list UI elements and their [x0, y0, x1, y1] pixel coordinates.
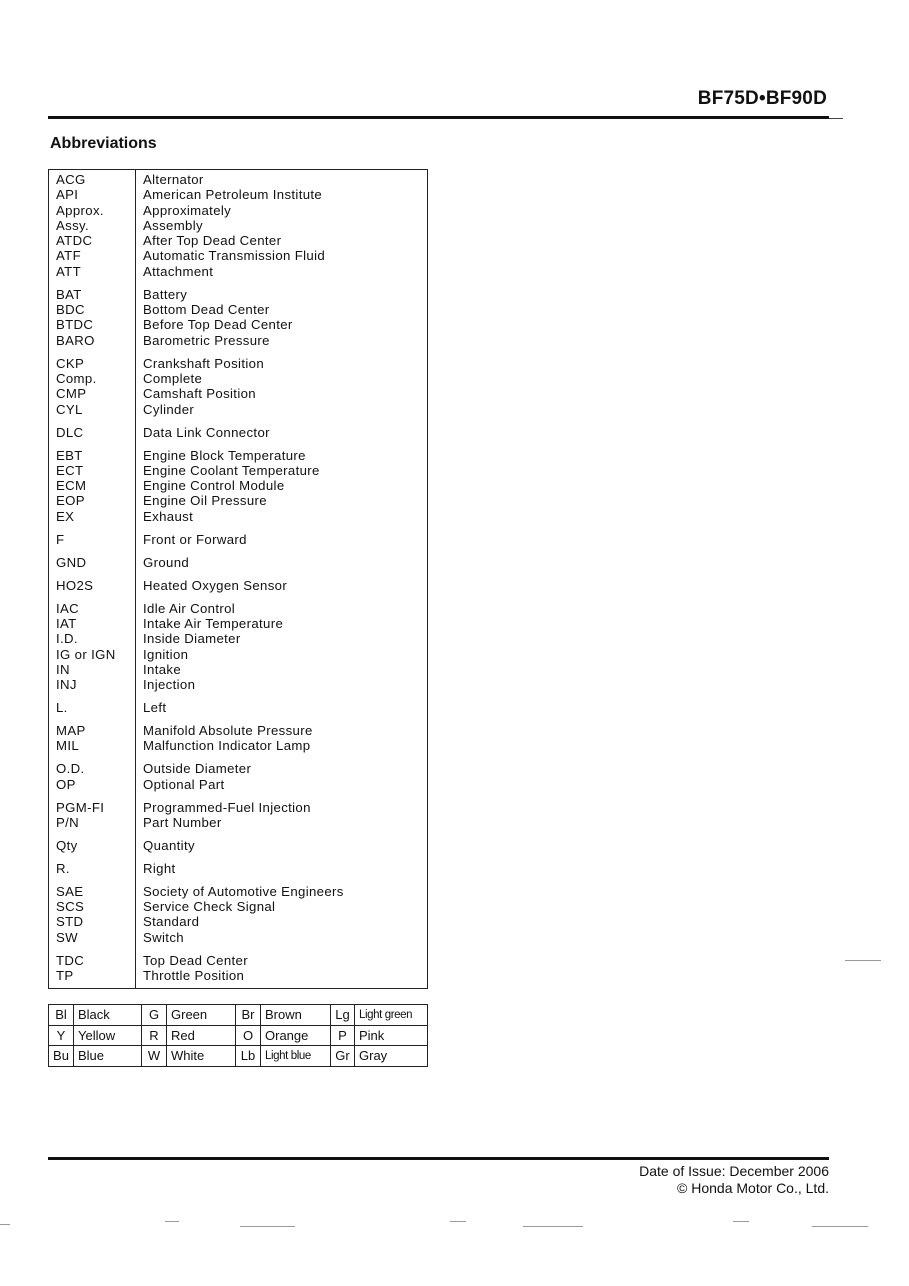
abbreviation-code: HO2S [56, 577, 94, 593]
abbreviation-code: GND [56, 554, 87, 570]
abbreviation-meaning: Complete [143, 370, 203, 386]
abbreviation-code: ATDC [56, 233, 93, 249]
abbreviation-meaning: Idle Air Control [143, 600, 236, 616]
copyright: © Honda Motor Co., Ltd. [677, 1180, 829, 1196]
abbreviation-meaning: Before Top Dead Center [143, 317, 293, 333]
scan-speck [523, 1226, 583, 1227]
color-name: Light green [355, 1005, 428, 1026]
scan-speck [450, 1221, 466, 1222]
abbreviation-meaning: Approximately [143, 202, 232, 218]
color-code: Y [49, 1025, 74, 1046]
abbreviation-row [56, 463, 426, 478]
abbreviation-group [56, 425, 426, 440]
abbreviation-row [56, 203, 426, 218]
abbreviation-row [56, 386, 426, 401]
abbreviation-code: ATF [56, 248, 81, 264]
abbreviation-row [56, 616, 426, 631]
color-code: R [142, 1025, 167, 1046]
color-name: Orange [261, 1025, 331, 1046]
abbreviation-code: MIL [56, 738, 80, 754]
abbreviation-row [56, 264, 426, 279]
abbreviation-row [56, 555, 426, 570]
abbreviation-row [56, 448, 426, 463]
abbreviation-group [56, 172, 426, 279]
color-name: Yellow [74, 1025, 142, 1046]
abbreviation-code: PGM-FI [56, 799, 105, 815]
abbreviation-group [56, 800, 426, 831]
abbreviation-code: EOP [56, 493, 85, 509]
abbreviation-code: IAT [56, 615, 77, 631]
abbreviation-code: IN [56, 661, 70, 677]
abbreviation-meaning: Engine Coolant Temperature [143, 462, 320, 478]
abbreviation-code: R. [56, 860, 70, 876]
abbreviation-row [56, 968, 426, 983]
abbreviation-row [56, 838, 426, 853]
abbreviation-code: API [56, 187, 79, 203]
abbreviation-code: Comp. [56, 370, 97, 386]
abbreviation-code: IAC [56, 600, 80, 616]
abbreviation-row [56, 677, 426, 692]
wire-color-code-table [48, 1004, 428, 1067]
header-rule [48, 116, 829, 119]
abbreviation-meaning: Engine Control Module [143, 478, 285, 494]
abbreviation-row [56, 218, 426, 233]
abbreviation-code: Assy. [56, 217, 90, 233]
color-name: Light blue [261, 1046, 331, 1067]
abbreviation-code: L. [56, 700, 68, 716]
scan-speck [240, 1226, 295, 1227]
abbreviation-meaning: Injection [143, 677, 196, 693]
abbreviation-code: SCS [56, 899, 85, 915]
abbreviation-row [56, 815, 426, 830]
color-name: Gray [355, 1046, 428, 1067]
abbreviation-meaning: Manifold Absolute Pressure [143, 723, 313, 739]
scan-speck [845, 960, 881, 961]
abbreviation-group [56, 884, 426, 945]
abbreviation-row [56, 723, 426, 738]
abbreviation-meaning: Top Dead Center [143, 952, 248, 968]
abbreviation-row [56, 302, 426, 317]
abbreviation-group [56, 700, 426, 715]
abbreviation-meaning: Society of Automotive Engineers [143, 883, 344, 899]
abbreviation-row [56, 647, 426, 662]
abbreviation-row [56, 478, 426, 493]
abbreviation-row [56, 930, 426, 945]
abbreviation-code: CKP [56, 355, 85, 371]
abbreviation-meaning: Battery [143, 286, 188, 302]
abbreviation-row [56, 187, 426, 202]
color-name: Green [167, 1005, 236, 1026]
color-code: Bl [49, 1005, 74, 1026]
color-code: Lg [331, 1005, 355, 1026]
abbreviation-row [56, 884, 426, 899]
abbreviation-meaning: Alternator [143, 172, 204, 187]
abbreviation-meaning: Standard [143, 914, 200, 930]
abbreviation-group [56, 356, 426, 417]
abbreviation-meaning: Switch [143, 929, 184, 945]
color-code: W [142, 1046, 167, 1067]
abbreviation-meaning: Automatic Transmission Fluid [143, 248, 326, 264]
abbreviation-meaning: Data Link Connector [143, 424, 270, 440]
section-title: Abbreviations [50, 135, 157, 152]
abbreviation-meaning: Heated Oxygen Sensor [143, 577, 288, 593]
abbreviation-code: EX [56, 508, 75, 524]
abbreviation-meaning: Intake [143, 661, 182, 677]
abbreviation-row [56, 861, 426, 876]
abbreviation-code: OP [56, 776, 76, 792]
abbreviation-meaning: Service Check Signal [143, 899, 276, 915]
scan-speck [812, 1226, 868, 1227]
abbreviation-meaning: Quantity [143, 837, 195, 853]
scan-speck [0, 1224, 10, 1225]
color-code-row [49, 1046, 428, 1067]
abbreviation-code: TDC [56, 952, 85, 968]
abbreviation-row [56, 248, 426, 263]
abbreviation-meaning: Assembly [143, 217, 203, 233]
abbreviation-meaning: Engine Block Temperature [143, 447, 306, 463]
abbreviation-row [56, 953, 426, 968]
abbreviation-meaning: Ignition [143, 646, 189, 662]
abbreviation-row [56, 425, 426, 440]
abbreviation-meaning: Cylinder [143, 401, 195, 417]
color-code-row [49, 1005, 428, 1026]
abbreviation-code: INJ [56, 677, 77, 693]
abbreviation-group [56, 578, 426, 593]
footer [639, 1163, 829, 1197]
abbreviation-code: DLC [56, 424, 84, 440]
abbreviation-meaning: Front or Forward [143, 531, 247, 547]
abbreviation-code: ACG [56, 172, 86, 187]
abbreviation-row [56, 402, 426, 417]
abbreviation-meaning: Left [143, 700, 167, 716]
abbreviation-row [56, 631, 426, 646]
abbreviation-meaning: Inside Diameter [143, 631, 241, 647]
abbreviation-group [56, 601, 426, 693]
color-code: P [331, 1025, 355, 1046]
abbreviation-row [56, 509, 426, 524]
abbreviation-code: SAE [56, 883, 84, 899]
abbreviation-meaning: Optional Part [143, 776, 225, 792]
color-code: G [142, 1005, 167, 1026]
abbreviation-group [56, 723, 426, 754]
abbreviation-meaning: Throttle Position [143, 968, 245, 984]
abbreviation-group [56, 532, 426, 547]
abbreviation-meaning: Ground [143, 554, 190, 570]
abbreviation-group [56, 287, 426, 348]
color-code: Lb [236, 1046, 261, 1067]
date-of-issue: Date of Issue: December 2006 [639, 1163, 829, 1179]
abbreviation-row [56, 700, 426, 715]
abbreviation-group [56, 448, 426, 524]
abbreviation-row [56, 287, 426, 302]
color-name: White [167, 1046, 236, 1067]
abbreviation-row [56, 172, 426, 187]
abbreviation-meaning: After Top Dead Center [143, 233, 282, 249]
scan-speck [733, 1221, 749, 1222]
abbreviation-group [56, 838, 426, 853]
abbreviation-row [56, 738, 426, 753]
abbreviation-group [56, 761, 426, 792]
abbreviation-meaning: Outside Diameter [143, 761, 252, 777]
abbreviation-meaning: Bottom Dead Center [143, 302, 270, 318]
abbreviation-meaning: Attachment [143, 263, 214, 279]
color-name: Brown [261, 1005, 331, 1026]
abbreviation-code: I.D. [56, 631, 78, 647]
abbreviation-row [56, 662, 426, 677]
abbreviation-code: ECT [56, 462, 84, 478]
abbreviation-meaning: American Petroleum Institute [143, 187, 323, 203]
abbreviation-row [56, 761, 426, 776]
abbreviation-code: F [56, 531, 65, 547]
abbreviation-code: EBT [56, 447, 83, 463]
abbreviation-meaning: Crankshaft Position [143, 355, 264, 371]
abbreviation-code: P/N [56, 814, 80, 830]
abbreviation-code: CMP [56, 386, 87, 402]
abbreviation-meaning: Programmed-Fuel Injection [143, 799, 311, 815]
model-title: BF75D•BF90D [697, 88, 827, 109]
abbreviation-row [56, 333, 426, 348]
abbreviation-row [56, 532, 426, 547]
abbreviation-row [56, 777, 426, 792]
header-rule-extension [829, 118, 843, 119]
abbreviation-row [56, 233, 426, 248]
abbreviation-row [56, 356, 426, 371]
abbreviation-row [56, 493, 426, 508]
abbreviation-meaning: Camshaft Position [143, 386, 256, 402]
scan-speck [165, 1221, 179, 1222]
color-code: Br [236, 1005, 261, 1026]
abbreviation-code: SW [56, 929, 78, 945]
abbreviation-row [56, 578, 426, 593]
abbreviation-group [56, 953, 426, 984]
abbreviation-code: Qty [56, 837, 78, 853]
abbreviation-meaning: Right [143, 860, 176, 876]
color-code-row [49, 1025, 428, 1046]
abbreviation-code: BDC [56, 302, 85, 318]
color-code: Gr [331, 1046, 355, 1067]
abbreviation-code: IG or IGN [56, 646, 116, 662]
abbreviation-code: CYL [56, 401, 83, 417]
abbreviation-code: BAT [56, 286, 82, 302]
abbreviation-group [56, 555, 426, 570]
color-code: Bu [49, 1046, 74, 1067]
abbreviation-code: TP [56, 968, 74, 984]
abbreviation-code: STD [56, 914, 84, 930]
abbreviation-meaning: Intake Air Temperature [143, 615, 284, 631]
abbreviation-row [56, 601, 426, 616]
abbreviation-meaning: Malfunction Indicator Lamp [143, 738, 311, 754]
abbreviation-code: MAP [56, 723, 86, 739]
abbreviation-meaning: Engine Oil Pressure [143, 493, 267, 509]
abbreviation-group [56, 861, 426, 876]
abbreviation-meaning: Exhaust [143, 508, 194, 524]
abbreviation-meaning: Barometric Pressure [143, 332, 270, 348]
abbreviation-code: O.D. [56, 761, 85, 777]
abbreviation-code: Approx. [56, 202, 104, 218]
abbreviation-row [56, 914, 426, 929]
abbreviation-row [56, 899, 426, 914]
abbreviation-code: ATT [56, 263, 81, 279]
abbreviation-row [56, 800, 426, 815]
abbreviation-meaning: Part Number [143, 814, 222, 830]
abbreviation-code: ECM [56, 478, 87, 494]
abbreviation-code: BARO [56, 332, 95, 348]
color-name: Red [167, 1025, 236, 1046]
abbreviations-list [56, 172, 426, 991]
abbreviation-row [56, 317, 426, 332]
color-name: Blue [74, 1046, 142, 1067]
abbreviation-code: BTDC [56, 317, 94, 333]
color-code: O [236, 1025, 261, 1046]
abbreviation-row [56, 371, 426, 386]
color-name: Black [74, 1005, 142, 1026]
footer-rule [48, 1157, 829, 1160]
color-name: Pink [355, 1025, 428, 1046]
